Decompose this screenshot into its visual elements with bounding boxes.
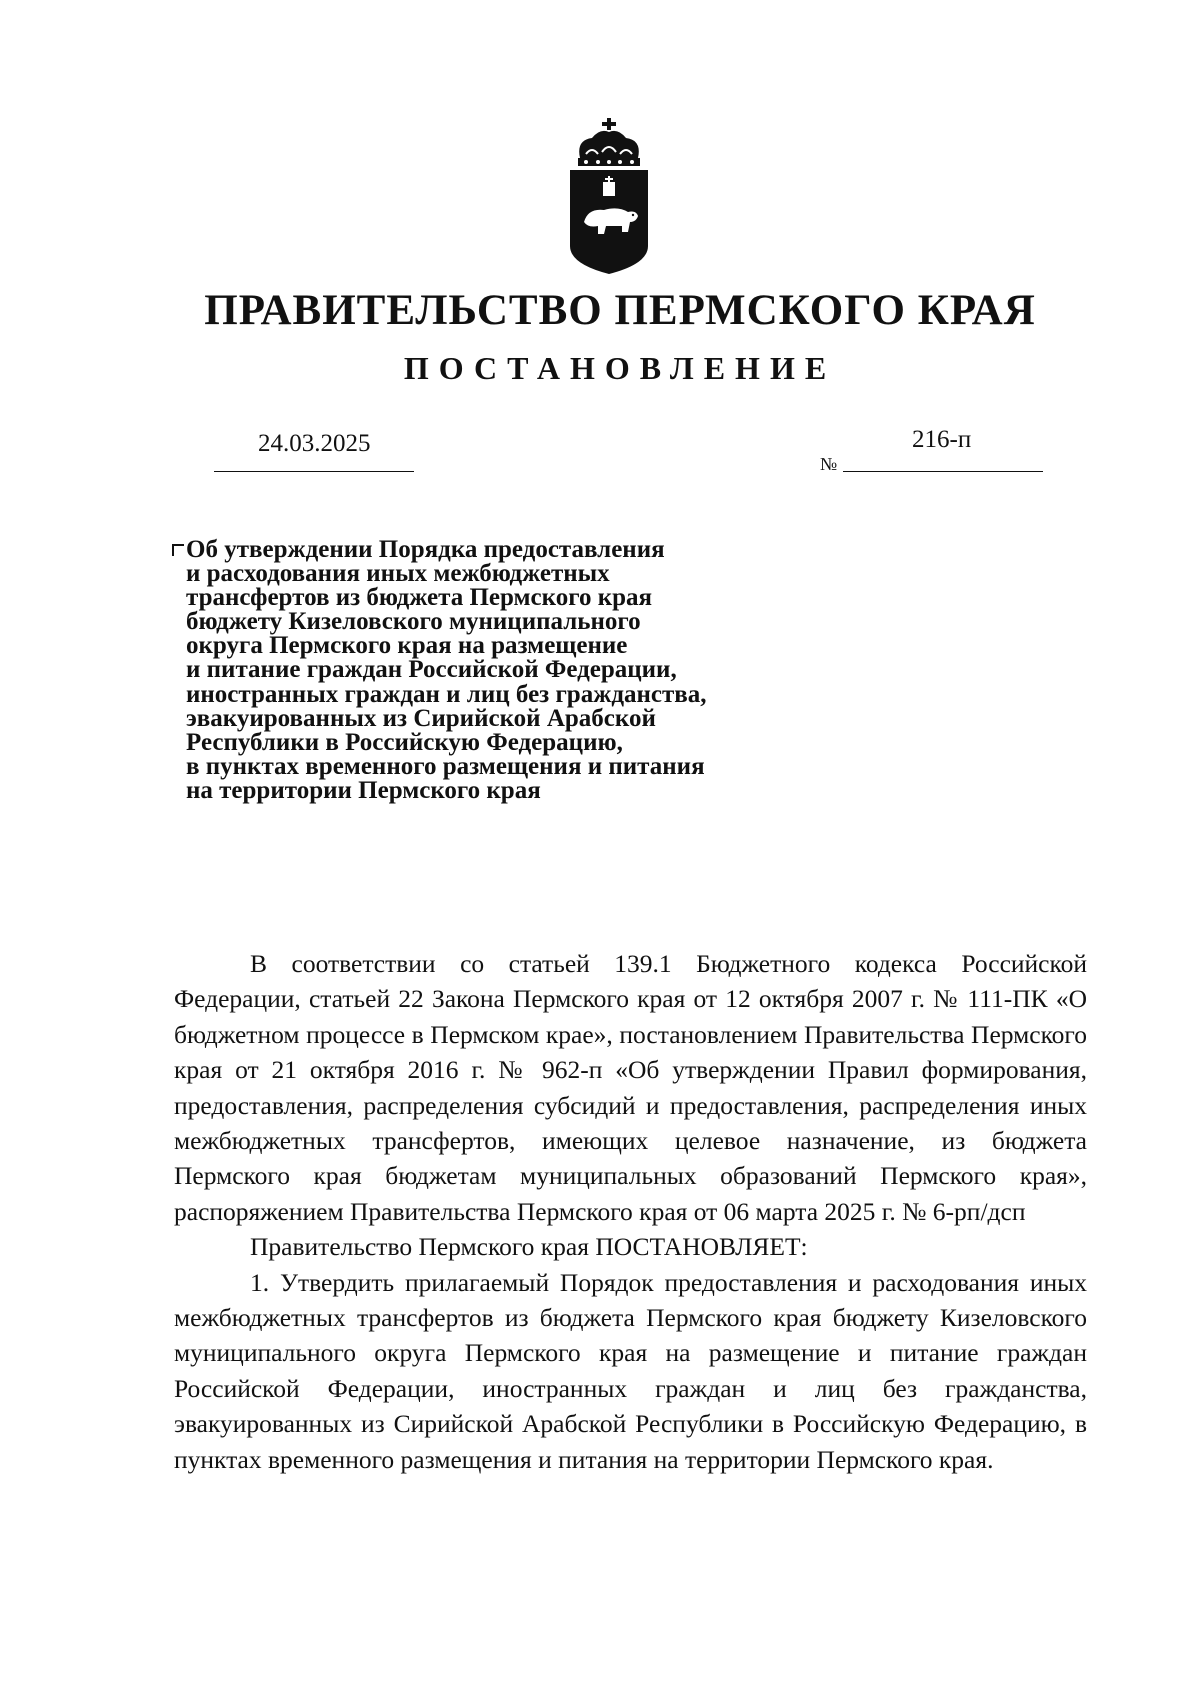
title-corner-bracket [172,544,184,556]
document-date: 24.03.2025 [258,430,371,457]
title-line: на территории Пермского края [186,776,541,804]
perm-krai-coat-of-arms-icon [566,118,652,276]
clause-1-paragraph: 1. Утвердить прилагаемый Порядок предоставления и расходования иных межбюджетных трансфертов из бюджета Пермского края бюджету Кизеловского муниципального округа Пермского края на размещение и питание граждан Российской Федерации, иностранных граждан и лиц без гражданства, эвакуированных из Сирийской Арабской Республики в Российскую Федерацию, в пунктах временного размещения и питания на территории Пермского края. [174,1267,1087,1474]
title-line: и питание граждан Российской Федерации, [186,656,677,684]
title-line: Республики в Российскую Федерацию, [186,728,623,756]
title-line: трансфертов из бюджета Пермского края [186,584,653,612]
document-number: 216-п [912,426,972,453]
title-line: в пунктах временного размещения и питания [186,752,705,780]
title-line: и расходования иных межбюджетных [186,560,610,588]
date-underline [214,471,414,472]
number-underline [843,471,1043,472]
number-label: № [820,454,838,474]
title-line: иностранных граждан и лиц без гражданства, [186,680,707,708]
title-line: бюджету Кизеловского муниципального [186,608,641,636]
title-line: округа Пермского края на размещение [186,632,628,660]
document-type: ПОСТАНОВЛЕНИЕ [403,350,837,386]
preamble-paragraph: В соответствии со статьей 139.1 Бюджетного кодекса Российской Федерации, статьей 22 Закона Пермского края от 12 октября 2007 г. № 111-ПК «О бюджетном процессе в Пермском крае», постановлением Правительства Пермского края от 21 октября 2016 г. № 962-п «Об утверждении Правил формирования, предоставления, распределения субсидий и предоставления, распределения иных межбюджетных трансфертов, имеющих целевое назначение, из бюджета Пермского края бюджетам муниципальных образований Пермского края», распоряжением Правительства Пермского края от 06 марта 2025 г. № 6-рп/дсп [174,949,1087,1226]
organization-title: ПРАВИТЕЛЬСТВО ПЕРМСКОГО КРАЯ [204,287,1036,334]
document-body [174,946,1087,1477]
resolution-paragraph: Правительство Пермского края ПОСТАНОВЛЯЕТ: [250,1232,808,1262]
document-title [186,538,826,803]
title-line: эвакуированных из Сирийской Арабской [186,704,656,732]
title-line: Об утверждении Порядка предоставления [186,536,665,563]
